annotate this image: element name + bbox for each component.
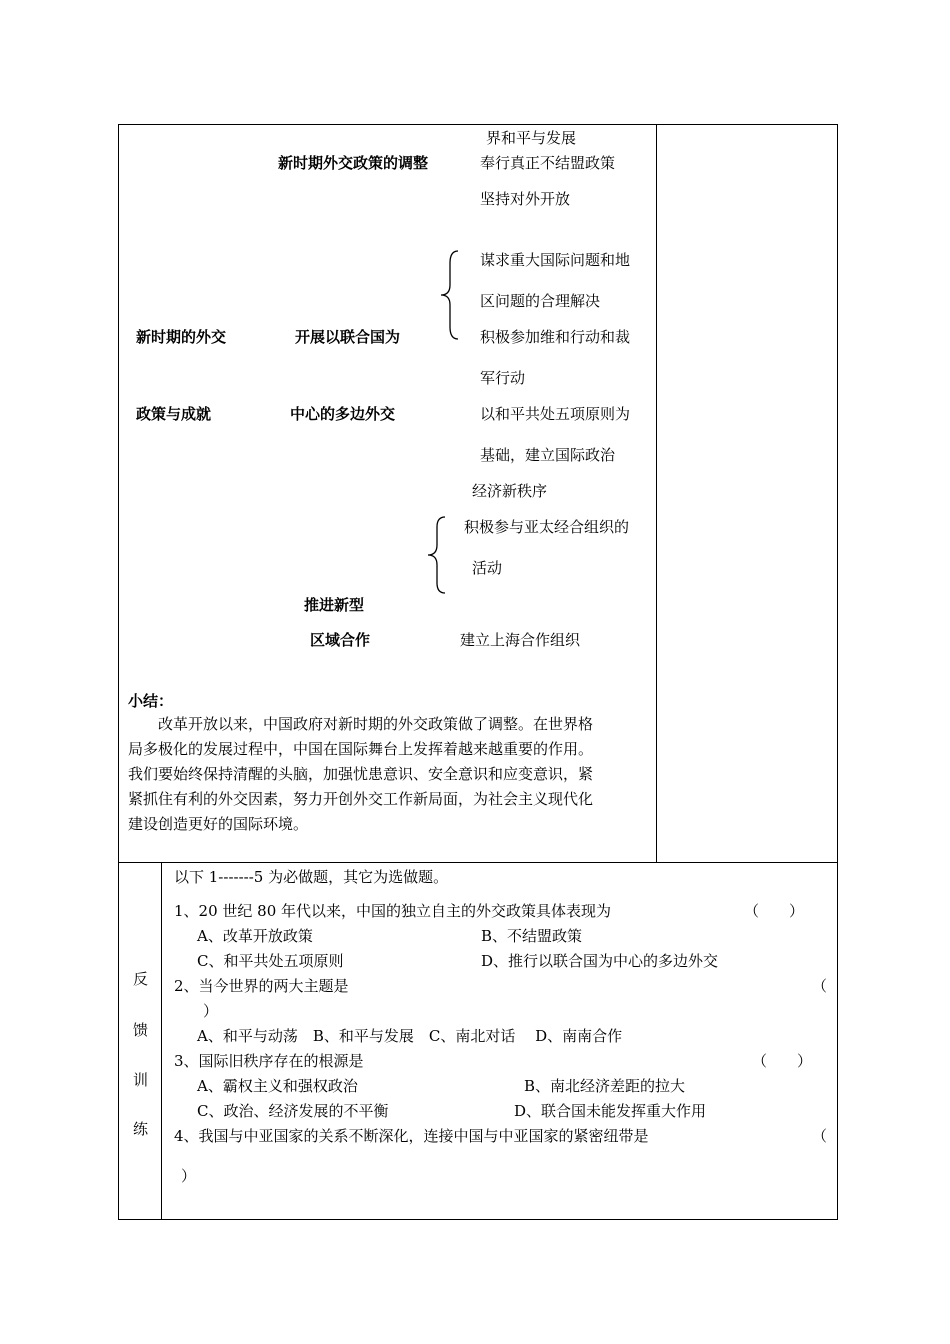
summary-label: 小结： (128, 692, 174, 710)
summary-line-2: 局多极化的发展过程中，中国在国际舞台上发挥着越来越重要的作用。 (128, 740, 594, 758)
row-divider (118, 862, 838, 863)
summary-line-3: 我们要始终保持清醒的头脑，加强忧患意识、安全意识和应变意识，紧 (128, 765, 594, 783)
regional-title-line1: 推进新型 (304, 596, 365, 614)
left-brace-icon (425, 515, 449, 595)
un-item-7: 经济新秩序 (472, 482, 548, 500)
apec-text-line1: 积极参与亚太经合组织的 (464, 518, 630, 536)
feedback-label-char: 练 (133, 1120, 149, 1138)
table-right-border (837, 124, 838, 1220)
question-4: 4、我国与中亚国家的关系不断深化，连接中国与中亚国家的紧密纽带是 (174, 1127, 649, 1145)
summary-line-4: 紧抓住有利的外交因素，努力开创外交工作新局面，为社会主义现代化 (128, 790, 594, 808)
question-4-paren-open: （ (812, 1127, 828, 1145)
question-1: 1、20 世纪 80 年代以来，中国的独立自主的外交政策具体表现为 (174, 902, 612, 920)
multilateral-title-line1: 开展以联合国为 (295, 328, 401, 346)
left-title-line2: 政策与成就 (136, 405, 212, 423)
apec-text-line2: 活动 (472, 559, 503, 577)
un-item-5: 以和平共处五项原则为 (480, 405, 631, 423)
question-2-paren-open: （ (812, 977, 828, 995)
feedback-intro: 以下 1-------5 为必做题，其它为选做题。 (174, 868, 449, 886)
summary-line-1: 改革开放以来，中国政府对新时期的外交政策做了调整。在世界格 (158, 715, 594, 733)
multilateral-title-line2: 中心的多边外交 (290, 405, 396, 423)
un-item-3: 积极参加维和行动和裁 (480, 328, 631, 346)
question-2: 2、当今世界的两大主题是 (174, 977, 349, 995)
question-1-answer-paren: （ ） (744, 902, 805, 920)
table-left-border (118, 124, 119, 1220)
table-top-border (118, 124, 838, 125)
q1-option-b: B、不结盟政策 (481, 927, 583, 945)
un-item-2: 区问题的合理解决 (480, 292, 601, 310)
question-4-paren-close: ） (181, 1167, 197, 1185)
q3-option-a: A、霸权主义和强权政治 (197, 1077, 358, 1095)
un-item-6: 基础，建立国际政治 (480, 446, 616, 464)
question-3: 3、国际旧秩序存在的根源是 (174, 1052, 364, 1070)
q3-option-d: D、联合国未能发挥重大作用 (514, 1102, 707, 1120)
un-item-1: 谋求重大国际问题和地 (480, 251, 631, 269)
world-peace-text: 界和平与发展 (486, 129, 577, 147)
question-2-paren-close: ） (203, 1002, 219, 1020)
adjust-title: 新时期外交政策的调整 (278, 154, 429, 172)
un-item-4: 军行动 (480, 369, 526, 387)
question-3-answer-paren: （ ） (752, 1052, 813, 1070)
table-bottom-border (118, 1219, 838, 1220)
upper-column-divider (656, 124, 657, 863)
q3-option-c: C、政治、经济发展的不平衡 (197, 1102, 389, 1120)
q2-options: A、和平与动荡 B、和平与发展 C、南北对话 D、南南合作 (197, 1027, 623, 1045)
q3-option-b: B、南北经济差距的拉大 (524, 1077, 686, 1095)
regional-title-line2: 区域合作 (310, 631, 371, 649)
nonaligned-text: 奉行真正不结盟政策 (480, 154, 616, 172)
q1-option-d: D、推行以联合国为中心的多边外交 (481, 952, 719, 970)
feedback-label-char: 反 (133, 970, 149, 988)
feedback-column-divider (161, 862, 162, 1220)
summary-line-5: 建设创造更好的国际环境。 (128, 815, 309, 833)
sco-text: 建立上海合作组织 (460, 631, 581, 649)
q1-option-a: A、改革开放政策 (197, 927, 313, 945)
q1-option-c: C、和平共处五项原则 (197, 952, 344, 970)
feedback-label-char: 馈 (133, 1021, 149, 1039)
feedback-label-char: 训 (133, 1071, 149, 1089)
left-title-line1: 新时期的外交 (136, 328, 227, 346)
open-policy-text: 坚持对外开放 (480, 190, 571, 208)
left-brace-icon (438, 249, 462, 341)
